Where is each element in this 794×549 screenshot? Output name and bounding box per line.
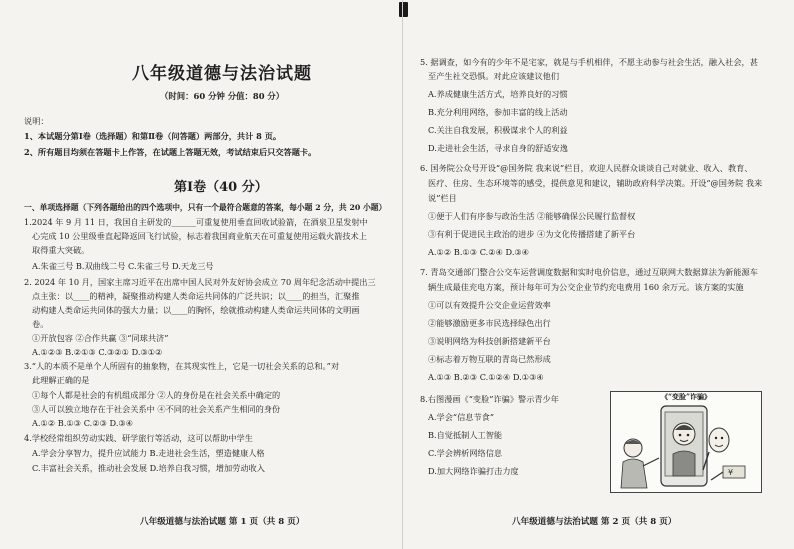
q6-options: A.①② B.①③ C.②④ D.③④ bbox=[428, 247, 530, 257]
q7-options: A.①③ B.②③ C.①②④ D.①③④ bbox=[428, 372, 544, 382]
instructions-label: 说明： bbox=[24, 116, 49, 126]
q8-option-b: B.自觉抵制人工智能 bbox=[428, 430, 503, 440]
part-title: 第Ⅰ卷（40 分） bbox=[174, 180, 268, 195]
q1-line-1: 1.2024 年 9 月 11 日，我国自主研发的______可重复使用垂直回收试验箭，在酒泉卫星发射中 bbox=[24, 217, 368, 227]
q7-line-1: 7. 青岛交通部门整合公交车运营调度数据和实时电价信息，通过互联网大数据算法为新能源车 bbox=[420, 267, 758, 277]
q2-line-2: 点主张：以____的精神，凝聚推动构建人类命运共同体的广泛共识；以____的担当，汇聚推 bbox=[32, 291, 360, 301]
q5-line-1: 5. 据调查，如今有的少年不是宅家，就是与手机相伴，不愿主动参与社会生活，融入社会，甚 bbox=[420, 57, 758, 67]
q5-option-d: D.走进社会生活，寻求自身的舒适安逸 bbox=[428, 143, 568, 153]
cartoon-caption: 《“变脸”诈骗》 bbox=[660, 392, 712, 401]
q2-line-1: 2. 2024 年 10 月，国家主席习近平在出席中国人民对外友好协会成立 70 周年纪念活动中提出三 bbox=[24, 277, 376, 287]
q7-item-4: ④标志着万物互联的青岛已然形成 bbox=[428, 354, 551, 364]
q3-options: A.①② B.①③ C.②③ D.③④ bbox=[32, 418, 134, 428]
q1-line-2: 心完成 10 公里级垂直起降返回飞行试验，标志着我国商业航天在可重复使用运载火箭技术上 bbox=[32, 231, 367, 241]
q6-line-1: 6. 国务院公众号开设“@国务院 我来说”栏目，欢迎人民群众谈谈自己对就业、收入、教育、 bbox=[420, 163, 753, 173]
cartoon-drawing bbox=[611, 392, 761, 492]
q6-line-3: 说”栏目 bbox=[428, 193, 457, 203]
q5-option-b: B.充分利用网络，参加丰富的线上活动 bbox=[428, 107, 568, 117]
q8-option-c: C.学会辨析网络信息 bbox=[428, 448, 503, 458]
q2-items: ①开放包容 ②合作共赢 ③“同球共济” bbox=[32, 333, 169, 343]
q1-options: A.朱雀三号 B.双曲线二号 C.朱雀三号 D.天龙三号 bbox=[32, 261, 214, 271]
q8-option-d: D.加大网络诈骗打击力度 bbox=[428, 466, 519, 476]
q6-items-2: ③有利于促进民主政治的进步 ④为文化传播搭建了新平台 bbox=[428, 229, 636, 239]
q8-option-a: A.学会“信息节食” bbox=[428, 412, 495, 422]
q6-line-2: 医疗、住房、生态环境等的感受，提供意见和建议，辅助政府科学决策。开设“@国务院 我来 bbox=[428, 178, 763, 188]
q3-line-1: 3.“人的本质不是单个人所固有的抽象物，在其现实性上，它是一切社会关系的总和。”对 bbox=[24, 361, 340, 371]
q7-line-2: 辆生成最佳充电方案，预计每年可为公交企业节约充电费用 160 余万元。该方案的实施 bbox=[428, 282, 744, 292]
q4-options-2: C.丰富社会关系，推动社会发展 D.培养自我习惯，增加劳动收入 bbox=[32, 463, 265, 473]
exam-meta: （时间：60 分钟 分值：80 分） bbox=[160, 91, 285, 101]
q1-line-3: 取得重大突破。 bbox=[32, 245, 90, 255]
section-heading: 一、单项选择题（下列各题给出的四个选项中，只有一个最符合题意的答案，每小题 2 分，共 20 小题） bbox=[24, 203, 387, 212]
instruction-1: 1、本试题分第Ⅰ卷（选择题）和第Ⅱ卷（问答题）两部分，共计 8 页。 bbox=[24, 131, 282, 141]
instruction-2: 2、所有题目均须在答题卡上作答，在试题上答题无效，考试结束后只交答题卡。 bbox=[24, 147, 317, 157]
exam-title: 八年级道德与法治试题 bbox=[132, 64, 312, 84]
q5-line-2: 至产生社交恐惧。对此应该建议他们 bbox=[428, 71, 560, 81]
q8-line-1: 8.右图漫画《“变脸”诈骗》警示青少年 bbox=[420, 394, 559, 404]
q2-line-4: 卷。 bbox=[32, 319, 49, 329]
page-2-footer: 八年级道德与法治试题 第 2 页（共 8 页） bbox=[512, 517, 677, 527]
q3-items-1: ①每个人都是社会的有机组成部分 ②人的身份是在社会关系中确定的 bbox=[32, 390, 281, 400]
q5-option-c: C.关注自我发展，积极谋求个人的利益 bbox=[428, 125, 568, 135]
q2-options: A.①②③ B.②①③ C.③②① D.③①② bbox=[32, 347, 163, 357]
q3-line-2: 此理解正确的是 bbox=[32, 375, 90, 385]
q7-item-2: ②能够激励更多市民选择绿色出行 bbox=[428, 318, 551, 328]
q3-items-2: ③人可以独立地存在于社会关系中 ④不同的社会关系产生相同的身份 bbox=[32, 404, 281, 414]
q7-item-3: ③说明网络为科技创新搭建新平台 bbox=[428, 336, 551, 346]
q7-item-1: ①可以有效提升公交企业运营效率 bbox=[428, 300, 551, 310]
binder-clip bbox=[399, 2, 408, 17]
page-1-footer: 八年级道德与法治试题 第 1 页（共 8 页） bbox=[140, 517, 305, 527]
svg-text:¥: ¥ bbox=[728, 468, 734, 477]
q4-options-1: A.学会分享智力，提升应试能力 B.走进社会生活，塑造健康人格 bbox=[32, 448, 265, 458]
q6-items-1: ①便于人们有序参与政治生活 ②能够确保公民履行监督权 bbox=[428, 211, 636, 221]
q4-line-1: 4.学校经常组织劳动实践、研学旅行等活动，这可以帮助中学生 bbox=[24, 433, 253, 443]
q2-line-3: 动构建人类命运共同体的强大力量；以____的胸怀，绘就推动构建人类命运共同体的文明画 bbox=[32, 305, 360, 315]
page-fold bbox=[402, 0, 403, 549]
q5-option-a: A.养成健康生活方式，培养良好的习惯 bbox=[428, 89, 568, 99]
cartoon-illustration bbox=[610, 391, 762, 493]
